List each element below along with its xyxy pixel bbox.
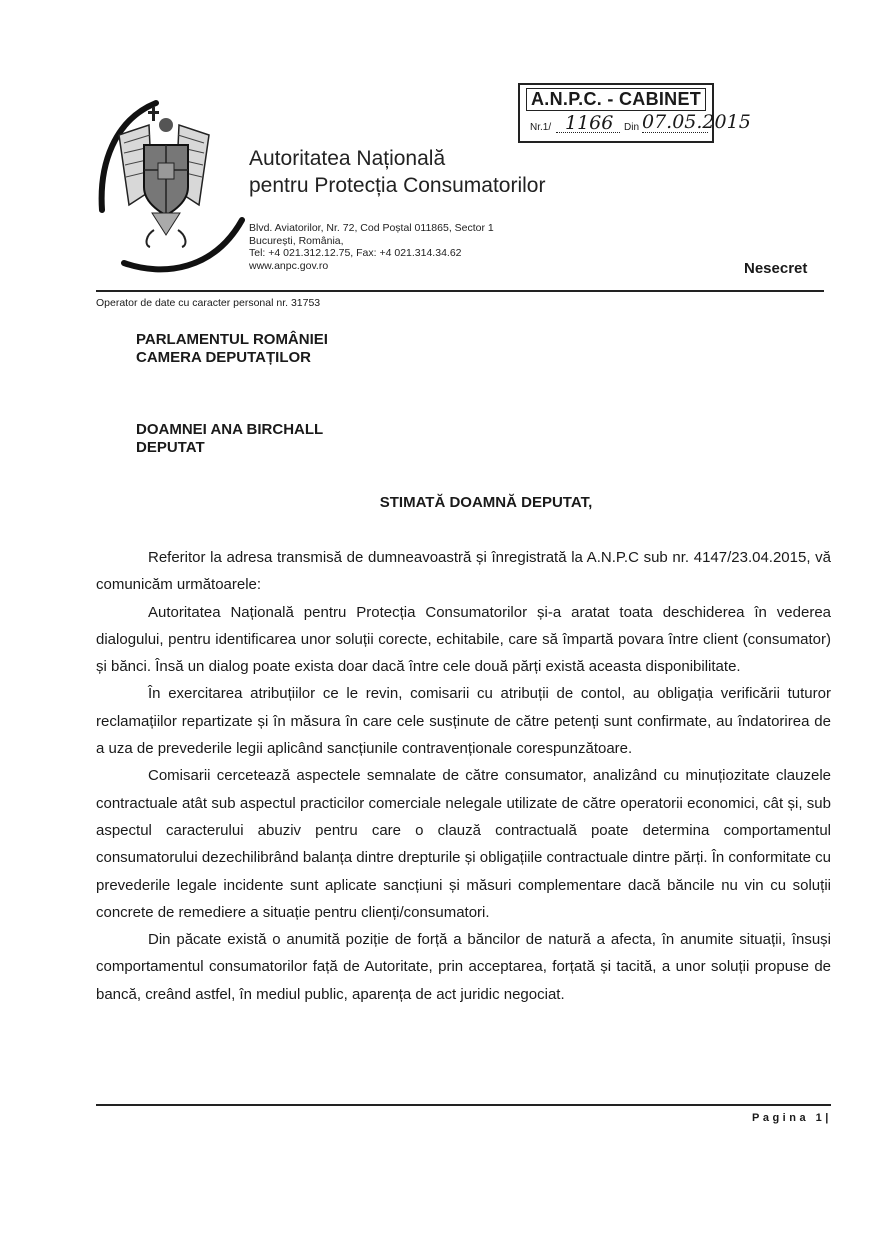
- operator-note: Operator de date cu caracter personal nr. 31753: [96, 297, 321, 309]
- coat-of-arms-icon: [94, 95, 254, 275]
- website-link[interactable]: www.anpc.gov.ro: [249, 260, 329, 272]
- recipient-title: DEPUTAT: [136, 439, 205, 456]
- recipient-institution: PARLAMENTUL ROMÂNIEI: [136, 331, 328, 348]
- address-line: Blvd. Aviatorilor, Nr. 72, Cod Poștal 011865, Sector 1: [249, 222, 494, 234]
- registration-stamp: [518, 83, 751, 143]
- footer-divider: [96, 1104, 831, 1106]
- stamp-title: A.N.P.C. - CABINET: [526, 88, 706, 111]
- stamp-din-value: 07.05.2015: [642, 111, 751, 133]
- phone-fax-line: Tel: +4 021.312.12.75, Fax: +4 021.314.34.62: [249, 247, 462, 259]
- agency-name-line2: pentru Protecția Consumatorilor: [249, 174, 546, 197]
- body-paragraph: Referitor la adresa transmisă de dumneavoastră și înregistrată la A.N.P.C sub nr. 4147/23.04.2015, vă comunicăm următoarele:: [96, 549, 831, 594]
- stamp-nr-label: Nr.1/: [530, 122, 552, 133]
- body-paragraph: Din păcate există o anumită poziție de forță a băncilor de natură a afecta, în anumite situații, însuși comportamentul consumatorilor față de Autoritate, prin acceptarea, forțată și tacită, a unor soluții propuse de bancă, creând astfel, în mediul public, aparența de act juridic negociat.: [96, 931, 831, 1003]
- salutation: [0, 494, 878, 511]
- stamp-din-label: Din: [624, 122, 640, 133]
- body-paragraph: Comisarii cercetează aspectele semnalate de către consumator, analizând cu minuțiozitate clauzele contractuale atât sub aspectul practicilor comerciale nelegale utilizate de către operatorii economici, cât și, sub aspectul caracterului abuziv pentru care o clauză contractuală poate determina comportamentul consumatorului dezechilibrând balanța dintre drepturile și obligațiile contractuale dintre părți. În conformitate cu prevederile legale incidente sunt aplicate sancțiuni și măsuri complementare dacă băncile nu vin cu soluții concrete de remediere a situație pentru clienți/consumatori.: [96, 767, 831, 921]
- letter-body: [96, 544, 831, 1008]
- stamp-nr-value: 1166: [565, 112, 614, 134]
- salutation-text: STIMATĂ DOAMNĂ DEPUTAT,: [379, 494, 593, 511]
- header-divider: [96, 290, 824, 292]
- agency-name-line1: Autoritatea Națională: [249, 147, 446, 170]
- page-number: Pagina 1|: [752, 1112, 832, 1124]
- recipient-chamber: CAMERA DEPUTAȚILOR: [136, 349, 311, 366]
- address-line: București, România,: [249, 235, 344, 247]
- classification-label: Nesecret: [744, 260, 808, 277]
- body-paragraph: În exercitarea atribuțiilor ce le revin, comisarii cu atribuții de contol, au obligația verificării tuturor reclamațiilor repartizate și în măsura în care cele susținute de către petenți sunt confirmate, au îndatorirea de a uza de prevederile legii aplicând sancțiunile contravenționale corespunzătoare.: [96, 685, 831, 758]
- recipient-name: DOAMNEI ANA BIRCHALL: [136, 421, 324, 438]
- body-paragraph: Autoritatea Națională pentru Protecția Consumatorilor și-a aratat toata deschiderea în vederea dialogului, pentru identificarea unor soluții corecte, echitabile, care să împartă povara între client (consumator) și bănci. Însă un dialog poate exista doar dacă între cele două părți există aceasta disponibilitate.: [96, 603, 831, 676]
